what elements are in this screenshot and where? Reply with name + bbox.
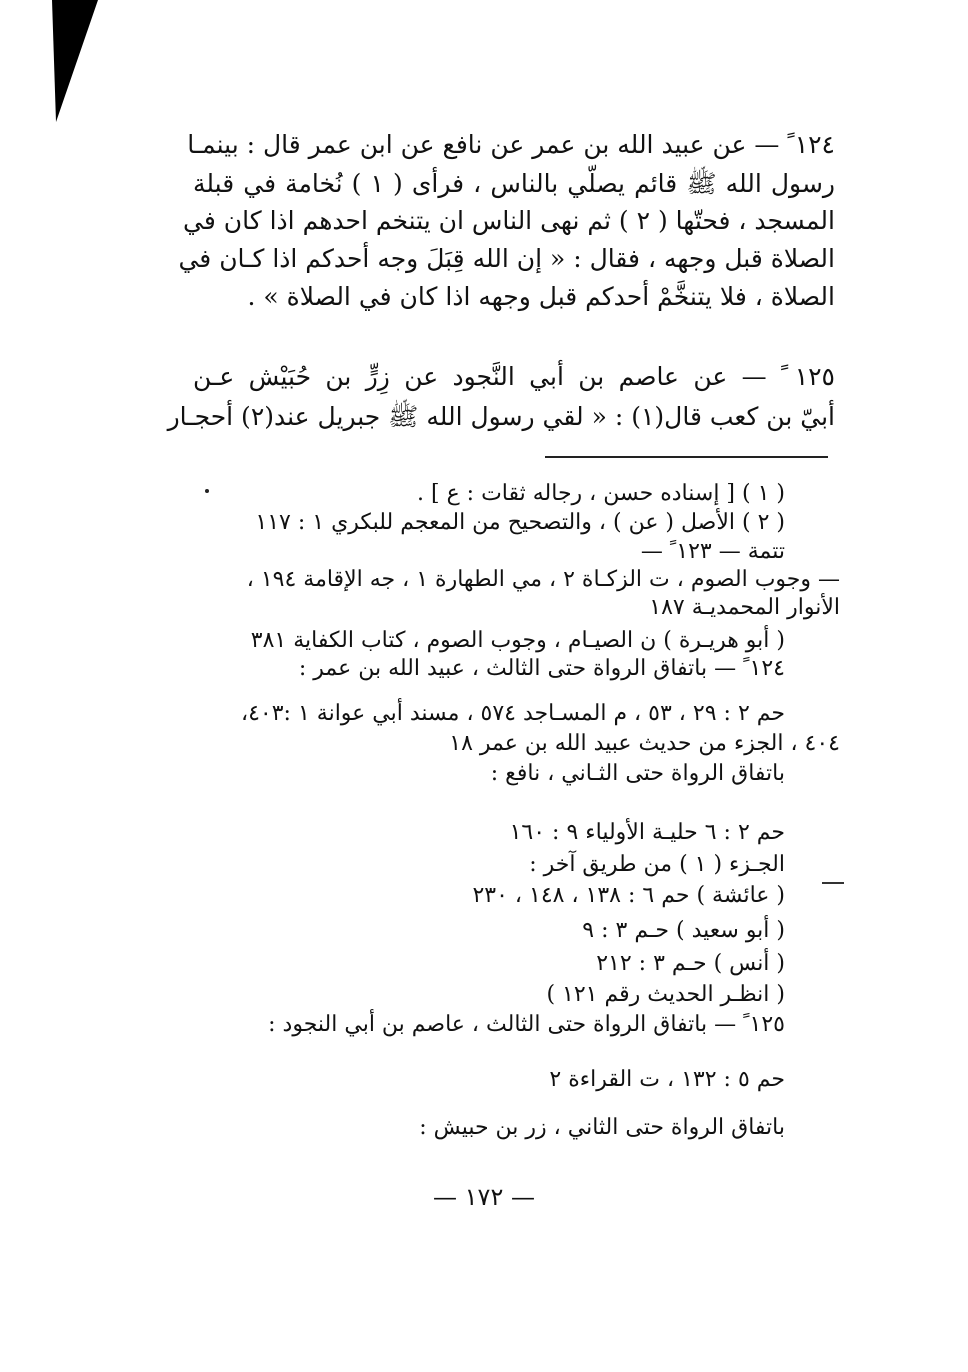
- hadith-124-line-4: الصلاة قبل وجهه ، فقال : « إن الله قِبَلَ وجه أحدكم اذا كـان في: [178, 244, 835, 273]
- footnote-line-18: حم ٥ : ١٣٢ ، ت القراءة ٢: [549, 1067, 785, 1092]
- footnote-separator: [545, 456, 828, 458]
- footnote-line-12: الجـزء ( ١ ) من طريق آخر :: [529, 852, 785, 877]
- footnote-line-10: باتفاق الرواة حتى الثـاني ، نافع :: [490, 761, 785, 786]
- corner-mark: [52, 0, 98, 122]
- hadith-124-line-1: ١٢٤ ً — عن عبيد الله بن عمر عن نافع عن ابن عمر قال : بينمـا: [187, 130, 835, 159]
- hadith-124-line-2: رسول الله ﷺ قائم يصلّي بالناس ، فرأى ( ١ ) نُخامة في قبلة: [193, 169, 835, 198]
- footnote-continuation: تتمة — ١٢٣ ً —: [640, 539, 785, 564]
- footnote-1: ( ١ ) [ إسناده حسن ، رجاله ثقات : ع ] .: [417, 481, 785, 506]
- margin-dash: [822, 882, 844, 884]
- footnote-line-7: ١٢٤ ً — باتفاق الرواة حتى الثالث ، عبيد الله بن عمر :: [298, 656, 785, 681]
- footnote-line-17: ١٢٥ ً — باتفاق الرواة حتى الثالث ، عاصم بن أبي النجود :: [268, 1012, 785, 1037]
- footnote-line-8: حم ٢ : ٢٩ ، ٥٣ ، م المسـاجد ٥٧٤ ، مسند أبي عوانة ١ :٤٠٣،: [240, 701, 785, 726]
- stray-dot: [205, 489, 209, 493]
- footnote-line-13: ( عائشة ) حم ٦ : ١٣٨ ، ١٤٨ ، ٢٣٠: [472, 883, 785, 908]
- footnote-line-5: الأنوار المحمديـة ١٨٧: [649, 595, 840, 620]
- footnote-line-15: ( أنس ) حـم ٣ : ٢١٢: [596, 951, 785, 976]
- footnote-line-14: ( أبو سعيد ) حـم ٣ : ٩: [582, 918, 785, 943]
- page-number: — ١٧٢ —: [433, 1183, 535, 1211]
- hadith-125-line-1: ١٢٥ ً — عن عاصم بن أبي النَّجود عن زِرٍّ بن حُبَيْش عـن: [193, 362, 835, 391]
- hadith-124-line-3: المسجد ، فحتّها ( ٢ ) ثم نهى الناس ان يتنخم احدهم اذا كان في: [183, 206, 835, 235]
- footnote-line-9: ٤٠٤ ، الجزء من حديث عبيد الله بن عمر ١٨: [449, 731, 840, 756]
- footnote-line-16: ( انظـر الحديث رقم ١٢١ ): [546, 982, 785, 1007]
- footnote-2: ( ٢ ) الأصل ( عن ) ، والتصحيح من المعجم للبكري ١ : ١١٧: [255, 510, 785, 535]
- footnote-line-11: حم ٢ : ٦ حليـة الأولياء ٩ : ١٦٠: [509, 820, 785, 845]
- hadith-124-line-5: الصلاة ، فلا يتنخَّمْ أحدكم قبل وجهه اذا كان في الصلاة » .: [247, 282, 835, 311]
- hadith-125-line-2: أبيّ بن كعب قال(١) : « لقي رسول الله ﷺ جبريل عند(٢) أحجـار: [167, 402, 835, 431]
- footnote-line-4: — وجوب الصوم ، ت الزكـاة ٢ ، مي الطهارة ١ ، جه الإقامة ١٩٤ ،: [246, 567, 840, 592]
- footnote-line-19: باتفاق الرواة حتى الثاني ، زر بن حبيش :: [419, 1115, 785, 1140]
- footnote-line-6: ( أبو هريـرة ) ن الصيـام ، وجوب الصوم ، كتاب الكفاية ٣٨١: [250, 628, 785, 653]
